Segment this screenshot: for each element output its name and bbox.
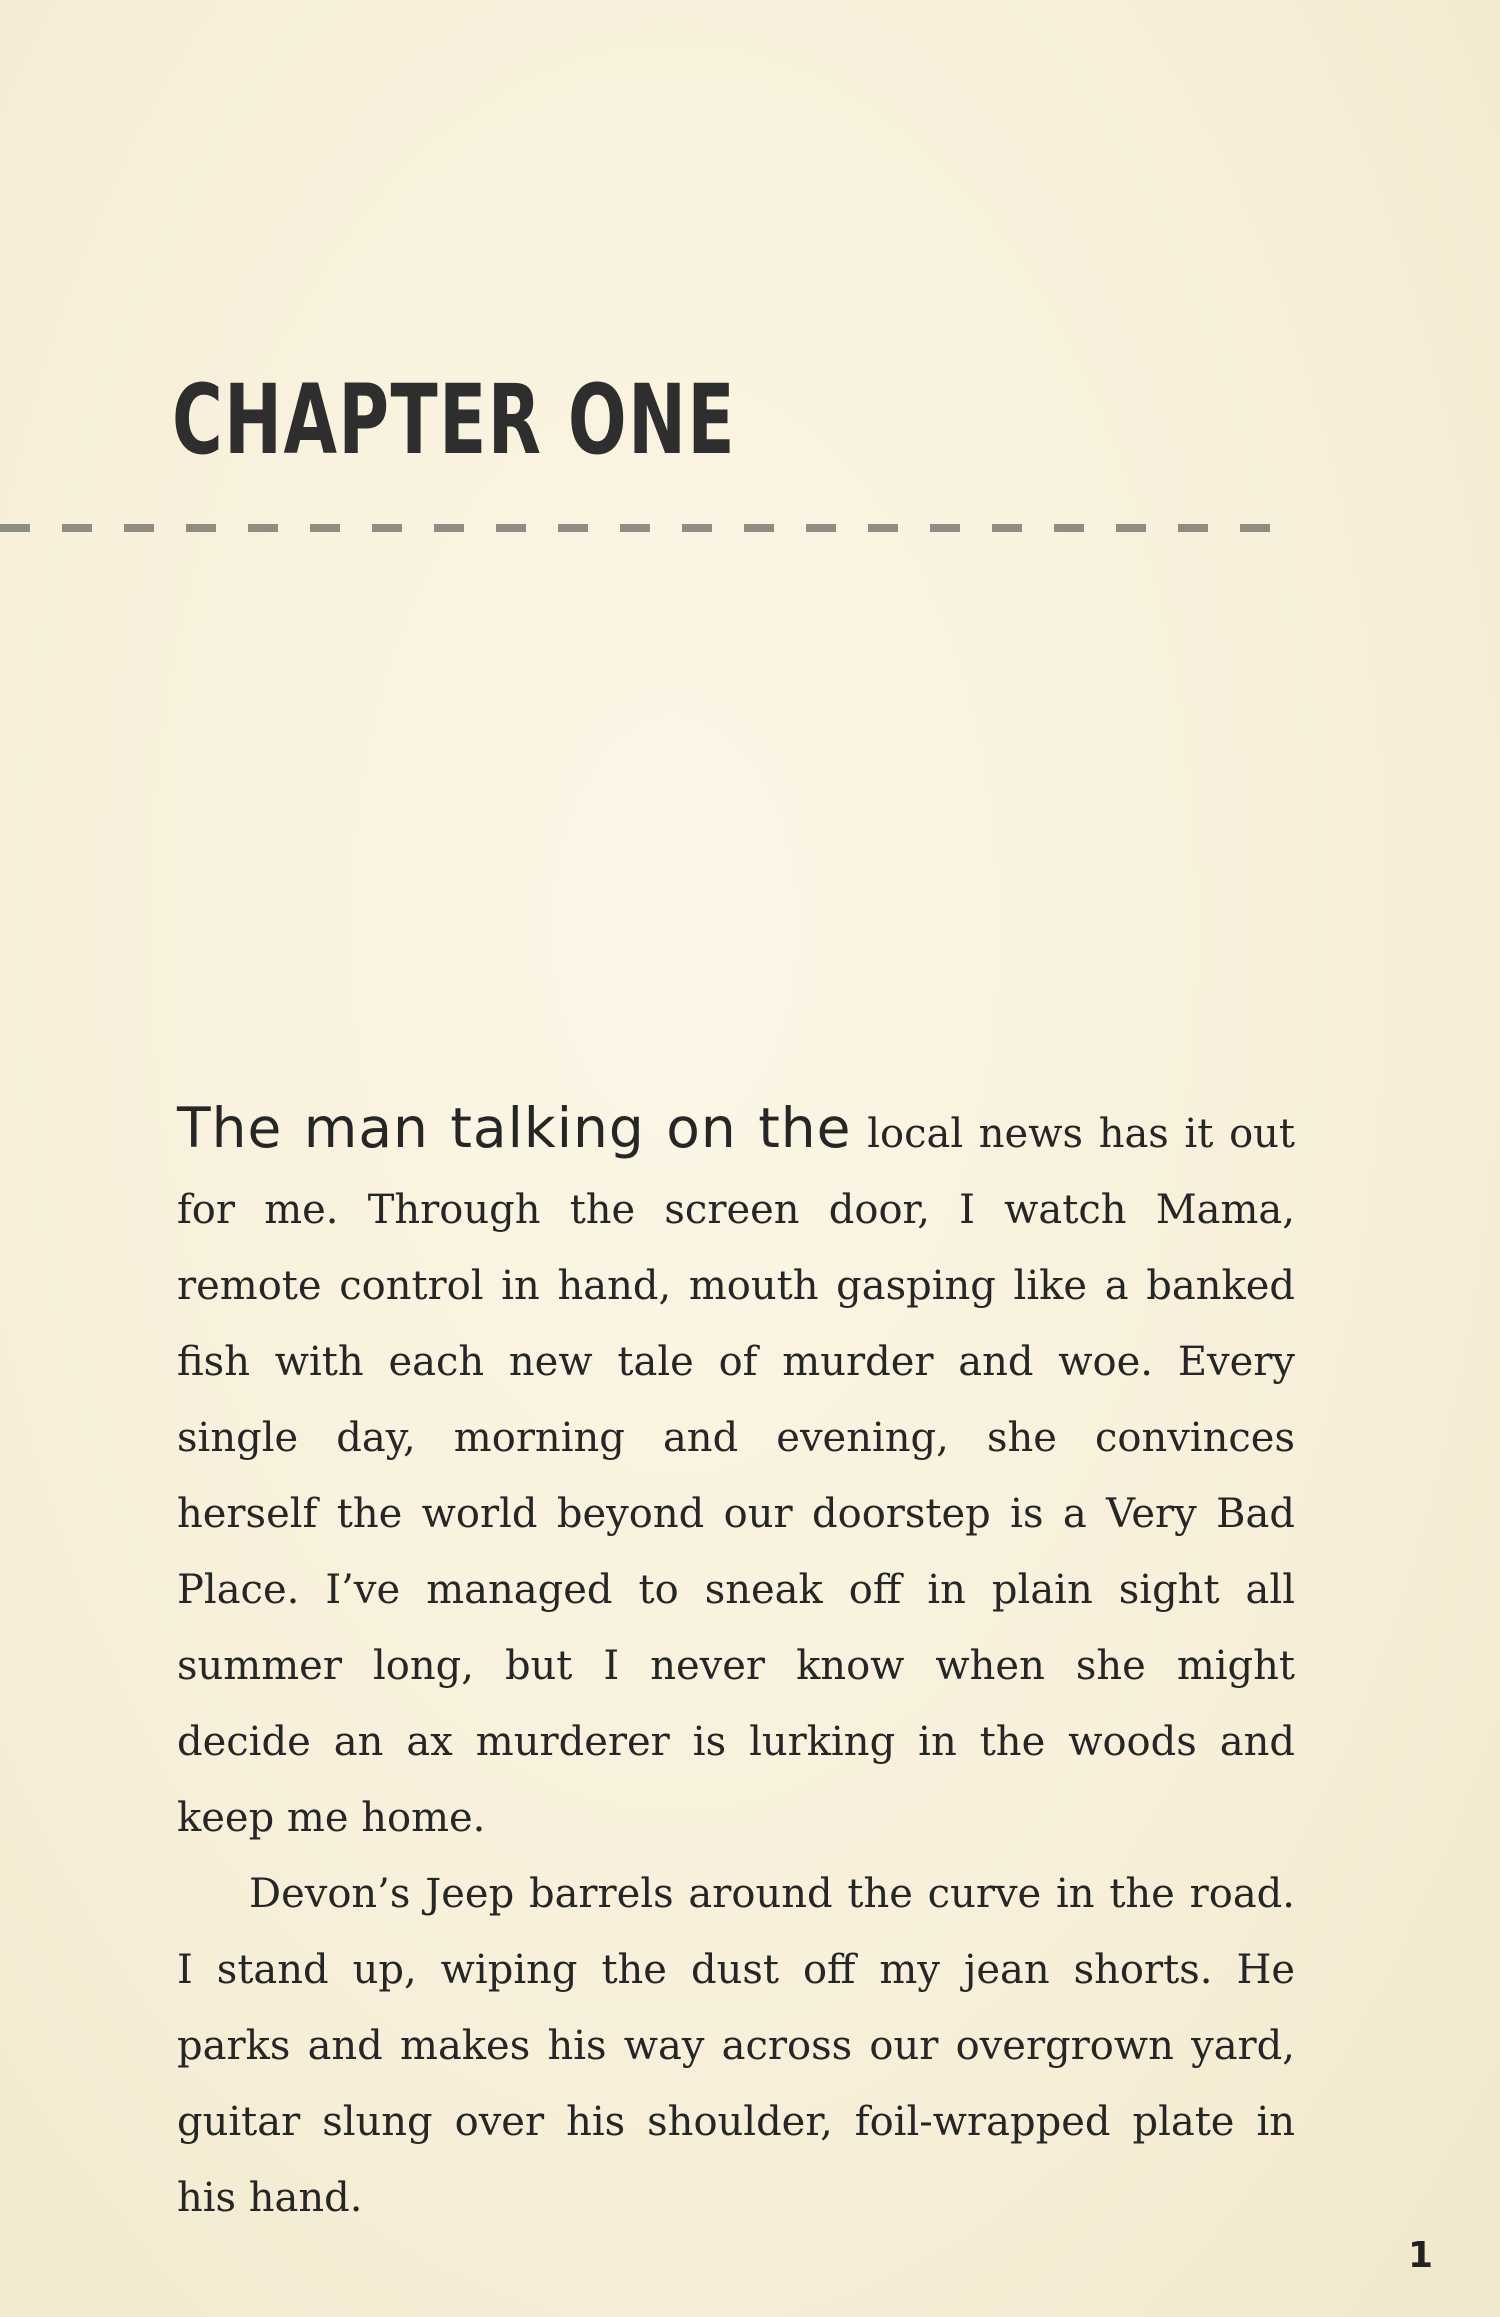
paragraph-2: Devon’s Jeep barrels around the curve in the road. I stand up, wiping the dust off my jean shorts. He parks and makes his way across our overgrown yard, guitar slung over his shoulder, foil-wrapped plate in his hand. — [177, 1871, 1295, 2221]
chapter-title: CHAPTER ONE — [172, 364, 737, 476]
page-number: 1 — [1407, 2235, 1433, 2276]
chapter-body — [177, 1090, 1295, 2236]
dashed-divider — [0, 524, 1300, 532]
lead-in-text: The man talking on the — [177, 1096, 852, 1160]
paragraph-1 — [177, 1090, 1295, 1856]
paragraph-1-text: local news has it out for me. Through the screen door, I watch Mama, remote control in hand, mouth gasping like a banked fish with each new tale of murder and woe. Every single day, morning and evening, she convinces herself the world beyond our doorstep is a Very Bad Place. I’ve managed to sneak off in plain sight all summer long, but I never know when she might decide an ax murderer is lurking in the woods and keep me home. — [177, 1111, 1295, 1841]
